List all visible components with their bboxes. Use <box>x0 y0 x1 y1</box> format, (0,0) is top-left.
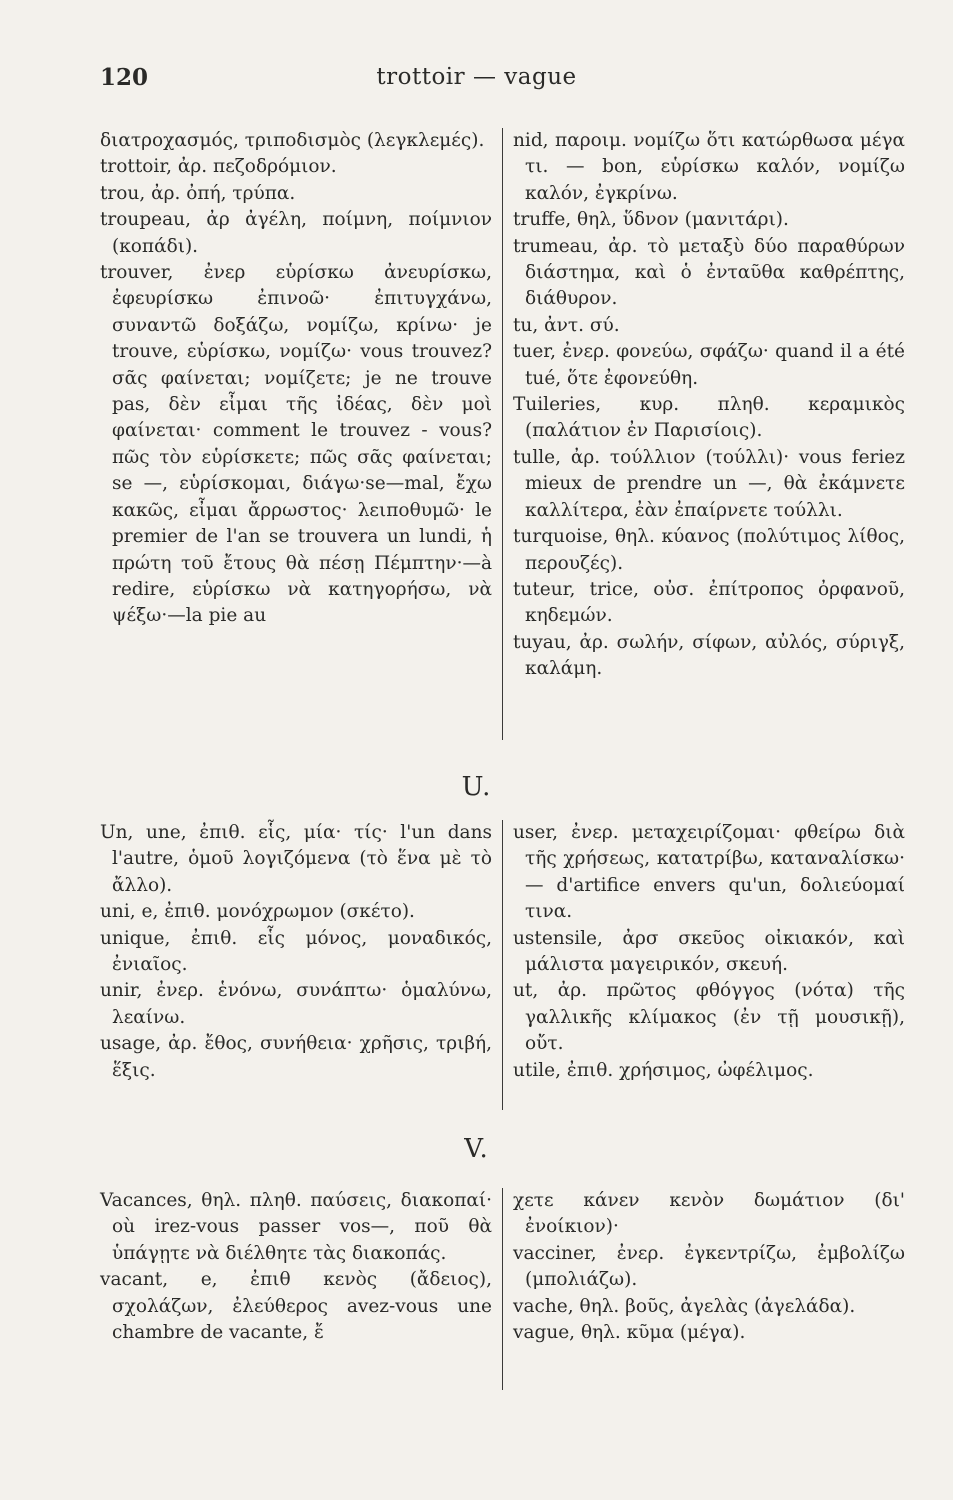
dictionary-entry: turquoise, θηλ. κύανος (πολύτιμος λίθος, περουζές). <box>513 526 905 574</box>
dictionary-entry: tuteur, trice, οὐσ. ἐπίτροπος ὀρφανοῦ, κηδεμών. <box>513 578 905 627</box>
dictionary-entry: trouver, ἐνερ εὑρίσκω ἀνευρίσκω, ἐφευρίσκω ἐπινοῶ· ἐπιτυγχάνω, συναντῶ δοξάζω, νομίζω, κρίνω· je trouve, εὑρίσκω, νομίζω· vous trouvez? σᾶς φαίνεται; νομίζετε; je ne trouve pas, δὲν εἶμαι τῆς ἰδέας, δὲν μοὶ φαίνεται· comment le trouvez - vous? πῶς τὸν εὑρίσκετε; πῶς σᾶς φαίνεται; se —, εὑρίσκομαι, διάγω·se—mal, ἔχω κακῶς, εἶμαι ἄρρωστος· λειποθυμῶ· le premier de l'an se trouvera un lundi, ἡ πρώτη τοῦ ἔτους θὰ πέσῃ Πέμπτην·—à redire, εὑρίσκω νὰ κατηγορήσω, νὰ ψέξω·—la pie au <box>100 262 492 627</box>
dictionary-entry: vache, θηλ. βοῦς, ἀγελὰς (ἀγελάδα). <box>513 1295 856 1317</box>
dictionary-entry: trumeau, ἀρ. τὸ μεταξὺ δύο παραθύρων διάστημα, καὶ ὁ ἐνταῦθα καθρέπτης, διάθυρον. <box>513 235 905 310</box>
dictionary-entry: vacant, e, ἐπιθ κενὸς (ἄδειος), σχολάζων, ἐλεύθερος avez-vous une chambre de vacante, ἔ <box>100 1269 492 1344</box>
dictionary-entry: unique, ἐπιθ. εἷς μόνος, μοναδικός, ἐνιαῖος. <box>100 927 492 976</box>
dictionary-entry: unir, ἐνερ. ἑνόνω, συνάπτω· ὁμαλύνω, λεαίνω. <box>100 980 492 1028</box>
dictionary-entry: troupeau, ἀρ ἀγέλη, ποίμνη, ποίμνιον (κοπάδι). <box>100 209 492 257</box>
dictionary-entry: tuer, ἐνερ. φονεύω, σφάζω· quand il a été tué, ὅτε ἐφονεύθη. <box>513 341 905 389</box>
dictionary-entry: usage, ἀρ. ἔθος, συνήθεια· χρῆσις, τριβή, ἕξις. <box>100 1033 492 1081</box>
page-number: 120 <box>100 64 149 91</box>
column-divider <box>502 128 503 740</box>
dictionary-entry: χετε κάνεν κενὸν δωμάτιον (δι' ἐνοίκιον)· <box>513 1190 905 1238</box>
column-left <box>100 1188 492 1346</box>
section-u <box>100 820 905 1110</box>
column-divider <box>502 1188 503 1390</box>
dictionary-entry: trottoir, ἀρ. πεζοδρόμιον. <box>100 156 337 178</box>
dictionary-entry: nid, παροιμ. νομίζω ὅτι κατώρθωσα μέγα τι. — bon, εὑρίσκω καλόν, νομίζω καλόν, ἐγκρίνω. <box>513 130 905 204</box>
dictionary-entry: tulle, ἀρ. τούλλιον (τούλλι)· vous feriez mieux de prendre un —, θὰ ἐκάμνετε καλλίτερα, ἐὰν ἐπαίρνετε τούλλι. <box>513 446 905 521</box>
dictionary-entry: utile, ἐπιθ. χρήσιμος, ὠφέλιμος. <box>513 1059 814 1081</box>
column-right <box>513 820 905 1084</box>
dictionary-entry: Vacances, θηλ. πληθ. παύσεις, διακοπαί· où irez-vous passer vos—, ποῦ θὰ ὑπάγῃτε νὰ διέλθητε τὰς διακοπάς. <box>100 1190 492 1264</box>
dictionary-entry: διατροχασμός, τριποδισμὸς (λεγκλεμές). <box>100 130 485 151</box>
dictionary-entry: user, ἐνερ. μεταχειρίζομαι· φθείρω διὰ τῆς χρήσεως, κατατρίβω, καταναλίσκω· — d'artifice envers qu'un, δολιεύομαί τινα. <box>513 822 905 923</box>
section-letter-u: U. <box>461 772 492 802</box>
section-t <box>100 128 905 740</box>
column-right <box>513 1188 905 1346</box>
column-left <box>100 820 492 1084</box>
section-v <box>100 1188 905 1390</box>
dictionary-entry: Un, une, ἐπιθ. εἷς, μία· τίς· l'un dans l'autre, ὁμοῦ λογιζόμενα (τὸ ἕνα μὲ τὸ ἄλλο). <box>100 822 492 896</box>
dictionary-entry: ut, ἀρ. πρῶτος φθόγγος (νότα) τῆς γαλλικῆς κλίμακος (ἐν τῇ μουσικῇ), οὔτ. <box>513 980 905 1055</box>
column-divider <box>502 820 503 1110</box>
column-left <box>100 128 492 630</box>
column-right <box>513 128 905 683</box>
section-letter-v: V. <box>464 1134 489 1164</box>
dictionary-entry: truffe, θηλ, ὕδνον (μανιτάρι). <box>513 209 789 231</box>
dictionary-entry: vacciner, ἐνερ. ἐγκεντρίζω, ἐμβολίζω (μπολιάζω). <box>513 1242 905 1291</box>
dictionary-entry: tuyau, ἀρ. σωλήν, σίφων, αὐλός, σύριγξ, καλάμη. <box>513 631 905 680</box>
page-header <box>0 64 953 100</box>
dictionary-entry: Tuileries, κυρ. πληθ. κεραμικὸς (παλάτιον ἐν Παρισίοις). <box>513 394 905 442</box>
dictionary-entry: tu, ἀντ. σύ. <box>513 314 620 336</box>
dictionary-entry: ustensile, ἀρσ σκεῦος οἰκιακόν, καὶ μάλιστα μαγειρικόν, σκευή. <box>513 927 905 976</box>
dictionary-entry: uni, e, ἐπιθ. μονόχρωμον (σκέτο). <box>100 901 415 923</box>
running-title: trottoir — vague <box>376 64 577 90</box>
dictionary-entry: vague, θηλ. κῦμα (μέγα). <box>513 1322 746 1344</box>
dictionary-entry: trou, ἀρ. ὀπή, τρύπα. <box>100 182 296 204</box>
